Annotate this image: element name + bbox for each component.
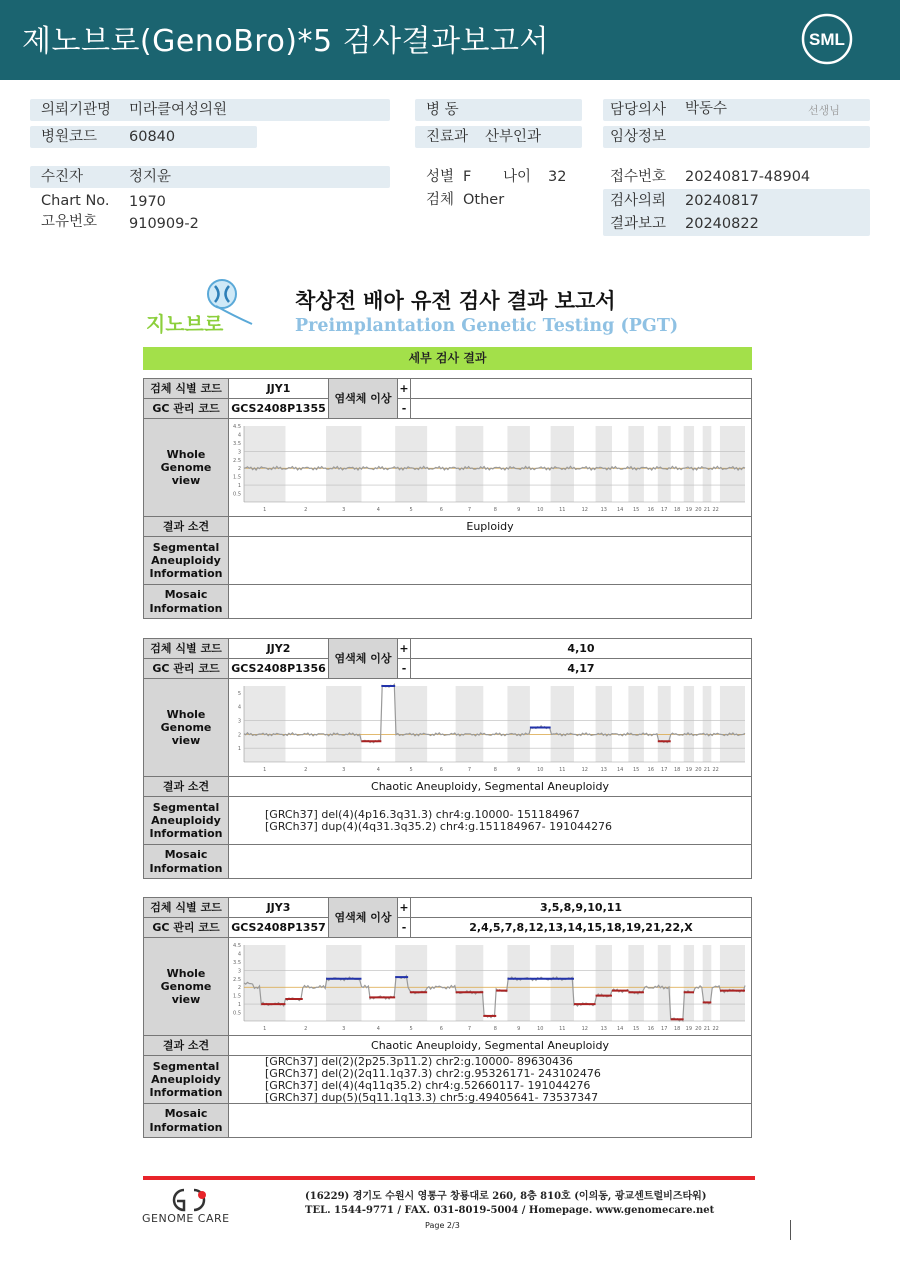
x-tick-label: 5 [409,1026,413,1032]
y-tick-label: 0.5 [233,1010,241,1017]
x-tick-label: 17 [661,767,668,773]
gain-chromosomes [410,378,752,399]
x-tick-label: 21 [703,507,711,513]
x-tick-label: 10 [537,1026,544,1032]
x-tick-label: 20 [695,507,702,513]
sample-id-label: 검체 식별 코드 [143,638,229,659]
mosaic-value [228,844,752,879]
x-tick-label: 19 [685,507,693,513]
x-tick-label: 16 [647,507,655,513]
sample-block-1 [143,378,752,619]
minus-sign: - [397,917,411,938]
x-tick-label: 6 [439,507,443,513]
doctor-suffix: 선생님 [808,104,840,117]
chromosome-band [507,945,529,1021]
y-tick-label: 1.5 [233,993,241,1000]
company-address [305,1190,714,1218]
genome-view-label: Whole Genome view [143,418,229,517]
chromosome-band [720,945,745,1021]
x-tick-label: 15 [632,767,640,773]
age-label: 나이 [503,169,532,185]
x-tick-label: 1 [263,1026,267,1032]
chromosome-band [551,426,574,502]
chromosome-band [456,945,484,1021]
svg-text:지노브로: 지노브로 [146,312,224,336]
mosaic-value [228,584,752,619]
x-tick-label: 4 [376,767,380,773]
x-tick-label: 2 [304,1026,308,1032]
x-tick-label: 3 [342,767,346,773]
y-tick-label: 3 [237,968,241,975]
chromosome-band [507,686,529,762]
plus-sign: + [397,897,411,918]
y-tick-label: 2.5 [233,457,241,464]
y-tick-label: 0.5 [233,491,241,498]
x-tick-label: 1 [263,507,267,513]
x-tick-label: 22 [712,767,719,773]
chromosome-band [456,426,484,502]
minus-sign: - [397,398,411,419]
chromosome-band [684,686,694,762]
x-tick-label: 12 [581,1026,588,1032]
y-tick-label: 4 [237,432,241,439]
report-header [0,0,900,80]
abnormal-label: 염색체 이상 [328,897,398,938]
x-tick-label: 13 [600,507,607,513]
y-tick-label: 2 [237,732,241,739]
x-tick-label: 4 [376,507,380,513]
result-value: Chaotic Aneuploidy, Segmental Aneuploidy [228,1035,752,1056]
gc-code-label: GC 관리 코드 [143,398,229,419]
abnormal-label: 염색체 이상 [328,378,398,419]
y-tick-label: 4.5 [233,424,241,430]
id-label: 고유번호 [41,214,98,230]
doctor-value: 박동수 [685,101,728,117]
chromosome-band [628,426,644,502]
plus-sign: + [397,378,411,399]
result-value: Chaotic Aneuploidy, Segmental Aneuploidy [228,776,752,797]
y-tick-label: 3.5 [233,959,241,966]
dept-label: 진료과 [426,129,469,145]
mosaic-label: Mosaic Information [143,584,229,619]
result-value: Euploidy [228,516,752,537]
sex-value: F [463,169,472,185]
gc-code-value: GCS2408P1356 [228,658,329,679]
svg-text:SML: SML [809,30,845,49]
x-tick-label: 2 [304,767,308,773]
ward-label: 병 동 [426,102,459,118]
y-tick-label: 3 [237,449,241,456]
plus-sign: + [397,638,411,659]
report-title: 제노브로(GenoBro)*5 검사결과보고서 [22,24,549,59]
id-value: 910909-2 [129,216,199,232]
segmental-label: Segmental Aneuploidy Information [143,536,229,585]
mosaic-label: Mosaic Information [143,844,229,879]
x-tick-label: 11 [559,767,566,773]
name-value: 정지윤 [129,169,172,185]
chromosome-band [658,426,671,502]
chart-label: Chart No. [41,193,110,209]
x-tick-label: 12 [581,767,588,773]
x-tick-label: 18 [674,767,681,773]
y-tick-label: 4 [237,951,241,958]
gain-chromosomes: 3,5,8,9,10,11 [410,897,752,918]
loss-chromosomes: 2,4,5,7,8,12,13,14,15,18,19,21,22,X [410,917,752,938]
x-tick-label: 22 [712,1026,719,1032]
chromosome-band [720,426,745,502]
hospital-code-label: 병원코드 [41,129,98,145]
y-tick-label: 3.5 [233,440,241,447]
x-tick-label: 1 [263,767,267,773]
x-tick-label: 14 [616,507,624,513]
address-line: (16229) 경기도 수원시 영통구 창룡대로 260, 8층 810호 (이의동, 광교센트럴비즈타워) [305,1191,707,1202]
x-tick-label: 6 [439,767,443,773]
x-tick-label: 9 [517,767,521,773]
gc-code-value: GCS2408P1355 [228,398,329,419]
y-tick-label: 1.5 [233,474,241,481]
chromosome-band [628,686,644,762]
chromosome-band [244,686,285,762]
x-tick-label: 8 [493,767,497,773]
chromosome-band [456,686,484,762]
page-number: Page 2/3 [425,1221,460,1230]
sample-id-value: JJY2 [228,638,329,659]
x-tick-label: 3 [342,1026,346,1032]
name-label: 수진자 [41,169,84,185]
chromosome-band [703,945,712,1021]
mosaic-label: Mosaic Information [143,1103,229,1138]
x-tick-label: 14 [616,1026,624,1032]
x-tick-label: 13 [600,1026,607,1032]
y-tick-label: 2.5 [233,976,241,983]
x-tick-label: 8 [493,507,497,513]
result-label: 결과 소견 [143,776,229,797]
chromosome-band [551,686,574,762]
gc-code-label: GC 관리 코드 [143,658,229,679]
segmental-label: Segmental Aneuploidy Information [143,796,229,845]
chromosome-band [658,686,671,762]
y-tick-label: 2 [237,985,241,992]
sample-id-label: 검체 식별 코드 [143,378,229,399]
loss-chromosomes: 4,17 [410,658,752,679]
chromosome-band [684,426,694,502]
chromosome-band [596,945,612,1021]
mosaic-value [228,1103,752,1138]
y-tick-label: 2 [237,466,241,473]
doctor-label: 담당의사 [610,102,667,118]
footer-divider [143,1176,755,1180]
company-name: GENOME CARE [142,1212,230,1225]
chromosome-band [395,426,427,502]
x-tick-label: 20 [695,1026,702,1032]
sample-id-label: 검체 식별 코드 [143,897,229,918]
chromosome-band [658,945,671,1021]
x-tick-label: 10 [537,767,544,773]
receipt-value: 20240817-48904 [685,169,811,185]
x-tick-label: 11 [559,1026,566,1032]
segmental-value: [GRCh37] del(2)(2p25.3p11.2) chr2:g.10000- 89630436 [GRCh37] del(2)(2q11.1q37.3) chr2:g.95326171- 243102476 [GRCh37] del(4)(4q11q35.2) chr4:g.52660117- 191044276 [GRCh37] dup(5)(5q11.1q13.3) chr5:g.49405641- 73537347 [228,1055,752,1104]
segmental-value: [GRCh37] del(4)(4p16.3q31.3) chr4:g.10000- 151184967 [GRCh37] dup(4)(4q31.3q35.2) chr4:g.151184967- 191044276 [228,796,752,845]
y-tick-label: 5 [237,690,241,697]
x-tick-label: 17 [661,507,668,513]
segmental-label: Segmental Aneuploidy Information [143,1055,229,1104]
abnormal-label: 염색체 이상 [328,638,398,679]
y-tick-label: 1 [237,746,241,753]
x-tick-label: 16 [647,1026,655,1032]
sex-label: 성별 [426,169,455,185]
result-label: 결과 소견 [143,516,229,537]
clinical-label: 임상정보 [610,129,667,145]
chromosome-band [596,426,612,502]
sample-id-value: JJY1 [228,378,329,399]
genome-view-label: Whole Genome view [143,937,229,1036]
chromosome-band [720,686,745,762]
x-tick-label: 15 [632,1026,640,1032]
chromosome-band [326,945,361,1021]
chromosome-band [395,945,427,1021]
genome-view-label: Whole Genome view [143,678,229,777]
sample-block-3 [143,897,752,1138]
x-tick-label: 21 [703,767,711,773]
genome-view-chart [228,418,752,517]
x-tick-label: 7 [467,767,472,773]
y-tick-label: 1 [237,483,241,490]
specimen-label: 검체 [426,192,455,208]
hospital-value: 미라클여성의원 [129,102,228,118]
x-tick-label: 18 [674,507,681,513]
dept-value: 산부인과 [485,129,542,145]
x-tick-label: 5 [409,507,413,513]
x-tick-label: 2 [304,507,308,513]
x-tick-label: 22 [712,507,719,513]
x-tick-label: 19 [685,767,693,773]
x-tick-label: 5 [409,767,413,773]
x-tick-label: 14 [616,767,624,773]
x-tick-label: 9 [517,507,521,513]
x-tick-label: 19 [685,1026,693,1032]
sample-id-value: JJY3 [228,897,329,918]
chart-value: 1970 [129,194,166,210]
y-tick-label: 1 [237,1002,241,1009]
chromosome-band [684,945,694,1021]
age-value: 32 [548,169,567,185]
y-tick-label: 4.5 [233,943,241,949]
chromosome-band [596,686,612,762]
chromosome-band [551,945,574,1021]
chromosome-band [628,945,644,1021]
x-tick-label: 6 [439,1026,443,1032]
y-tick-label: 4 [237,704,241,711]
x-tick-label: 7 [467,507,472,513]
x-tick-label: 20 [695,767,702,773]
contact-line: TEL. 1544-9771 / FAX. 031-8019-5004 / Homepage. www.genomecare.net [305,1205,715,1216]
section-header: 세부 검사 결과 [143,347,752,370]
x-tick-label: 10 [537,507,544,513]
hospital-label: 의뢰기관명 [41,102,112,118]
x-tick-label: 4 [376,1026,380,1032]
x-tick-label: 3 [342,507,346,513]
x-tick-label: 15 [632,507,640,513]
request-label: 검사의뢰 [610,193,667,209]
chromosome-band [244,426,285,502]
x-tick-label: 7 [467,1026,472,1032]
pgt-subtitle: Preimplantation Genetic Testing (PGT) [295,316,679,336]
genome-view-chart [228,937,752,1036]
x-tick-label: 8 [493,1026,497,1032]
chromosome-band [703,686,712,762]
pgt-title: 착상전 배아 유전 검사 결과 보고서 [295,289,616,313]
x-tick-label: 9 [517,1026,521,1032]
chromosome-band [507,426,529,502]
sample-block-2 [143,638,752,879]
x-tick-label: 18 [674,1026,681,1032]
hospital-code-value: 60840 [129,129,176,145]
x-tick-label: 11 [559,507,566,513]
x-tick-label: 16 [647,767,655,773]
gc-code-value: GCS2408P1357 [228,917,329,938]
result-label: 결과 소견 [143,1035,229,1056]
minus-sign: - [397,658,411,679]
report-value: 20240822 [685,216,759,232]
sml-logo [800,12,854,66]
x-tick-label: 17 [661,1026,668,1032]
chromosome-band [326,686,361,762]
y-tick-label: 3 [237,718,241,725]
receipt-label: 접수번호 [610,169,667,185]
segmental-value [228,536,752,585]
x-tick-label: 12 [581,507,588,513]
chromosome-band [326,426,361,502]
gc-code-label: GC 관리 코드 [143,917,229,938]
specimen-value: Other [463,192,505,208]
gain-chromosomes: 4,10 [410,638,752,659]
chromosome-band [395,686,427,762]
genome-view-chart [228,678,752,777]
x-tick-label: 21 [703,1026,711,1032]
loss-chromosomes [410,398,752,419]
chromosome-band [703,426,712,502]
report-label: 결과보고 [610,216,667,232]
x-tick-label: 13 [600,767,607,773]
genobro-logo [142,276,262,336]
genome-care-logo [160,1186,220,1214]
margin-mark [790,1220,791,1240]
request-value: 20240817 [685,193,759,209]
